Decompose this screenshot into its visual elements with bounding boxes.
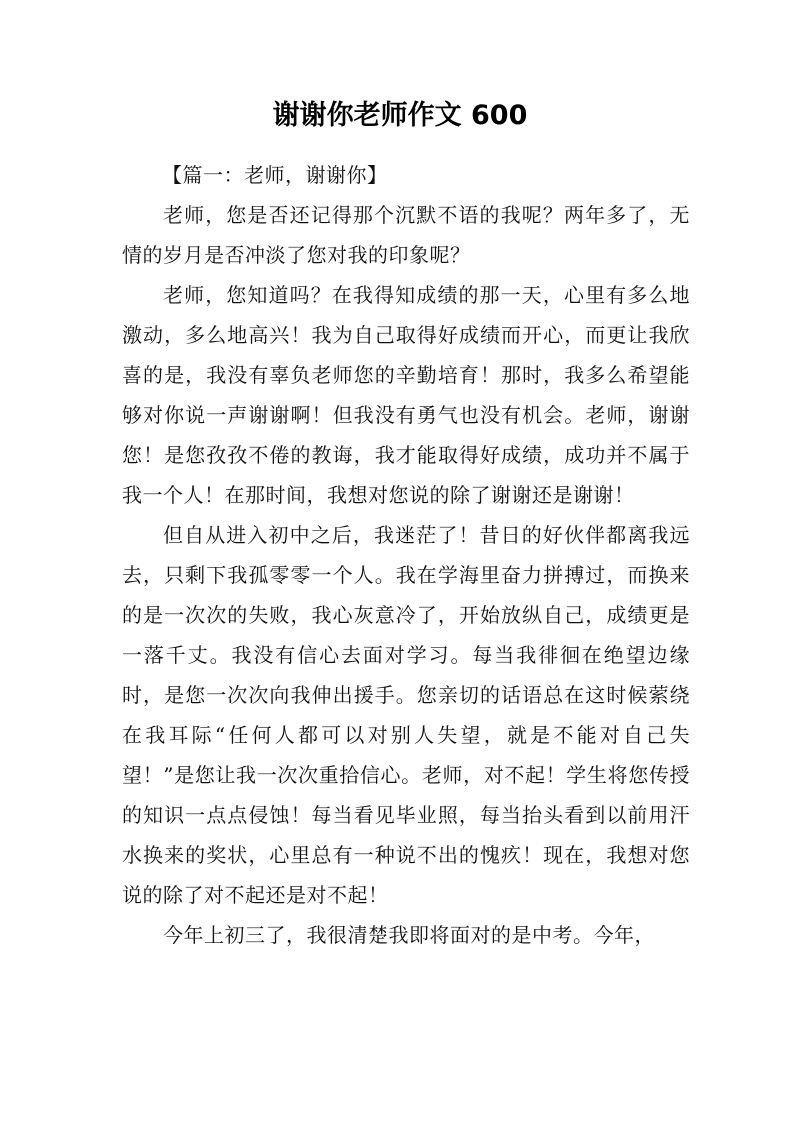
paragraph-2: 老师，您知道吗？在我得知成绩的那一天，心里有多么地激动，多么地高兴！我为自己取得好成绩而开心，而更让我欣喜的是，我没有辜负老师您的辛勤培育！那时，我多么希望能够对你说一声谢谢啊！但我没有勇气也没有机会。老师，谢谢您！是您孜孜不倦的教诲，我才能取得好成绩，成功并不属于我一个人！在那时间，我想对您说的除了谢谢还是谢谢！	[122, 283, 690, 507]
paragraph-1: 老师，您是否还记得那个沉默不语的我呢？两年多了，无情的岁月是否冲淡了您对我的印象呢？	[122, 203, 690, 267]
paragraph-4: 今年上初三了，我很清楚我即将面对的是中考。今年，	[163, 923, 655, 947]
section-heading: 【篇一：老师，谢谢你】	[162, 163, 388, 187]
document-title: 谢谢你老师作文 600	[272, 100, 528, 131]
paragraph-3: 但自从进入初中之后，我迷茫了！昔日的好伙伴都离我远去，只剩下我孤零零一个人。我在学海里奋力拼搏过，而换来的是一次次的失败，我心灰意冷了，开始放纵自己，成绩更是一落千丈。我没有信心去面对学习。每当我徘徊在绝望边缘时，是您一次次向我伸出援手。您亲切的话语总在这时候萦绕在我耳际“任何人都可以对别人失望，就是不能对自己失望！”是您让我一次次重拾信心。老师，对不起！学生将您传授的知识一点点侵蚀！每当看见毕业照，每当抬头看到以前用汗水换来的奖状，心里总有一种说不出的愧疚！现在，我想对您说的除了对不起还是对不起！	[122, 523, 690, 907]
document-body	[122, 155, 690, 955]
